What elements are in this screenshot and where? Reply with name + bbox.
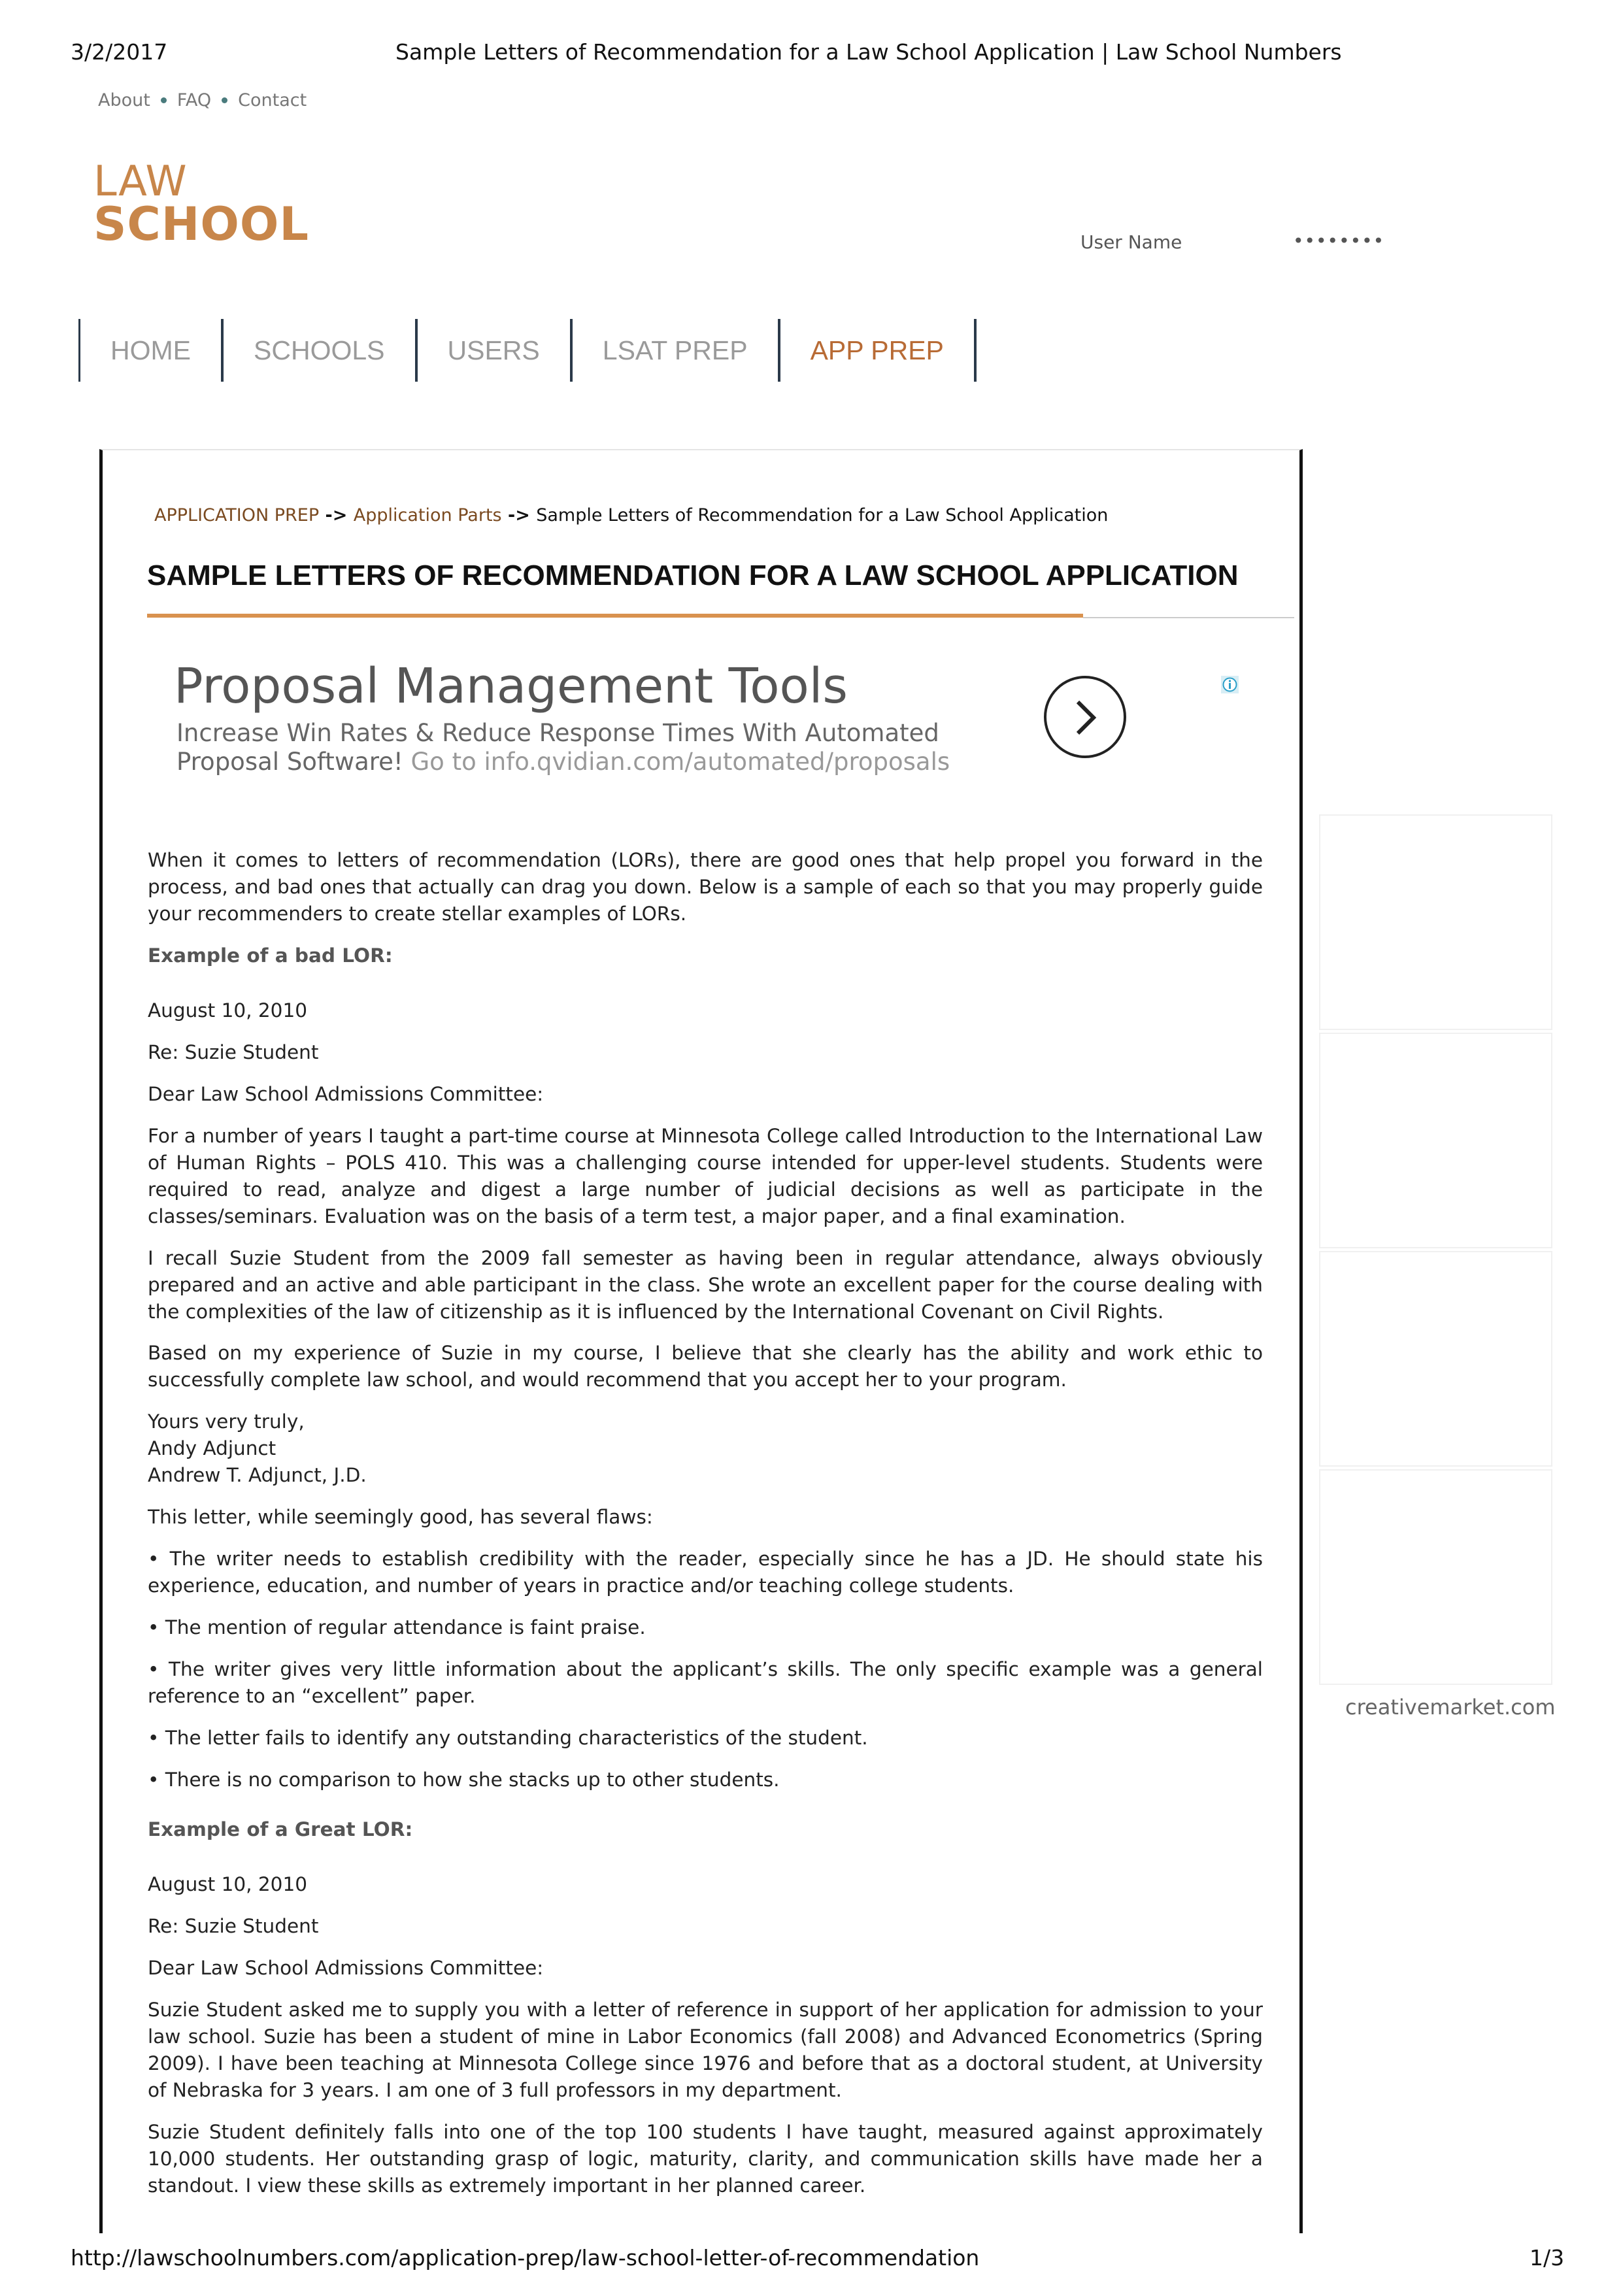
main-nav bbox=[78, 319, 977, 382]
nav-users[interactable]: USERS bbox=[415, 319, 570, 382]
intro-paragraph: When it comes to letters of recommendation (LORs), there are good ones that help propel you forward in the process, and bad ones that actually can drag you down. Below is a sample of each so that you may properly guide your recommenders to create stellar examples of LORs. bbox=[148, 849, 1263, 925]
ad-subtitle-text: Increase Win Rates & Reduce Response Times With Automated Proposal Software! bbox=[176, 719, 939, 776]
about-link[interactable]: About bbox=[98, 90, 150, 110]
username-field[interactable]: User Name bbox=[1080, 231, 1182, 253]
nav-home[interactable]: HOME bbox=[78, 319, 221, 382]
title-rule bbox=[1083, 617, 1294, 618]
flaw-item: • The mention of regular attendance is faint praise. bbox=[148, 1616, 646, 1639]
breadcrumb bbox=[154, 505, 1108, 525]
flaws-intro: This letter, while seemingly good, has several flaws: bbox=[148, 1506, 653, 1528]
bad-lor-paragraph-3: Based on my experience of Suzie in my course, I believe that she clearly has the ability and work ethic to successfully complete law school, and would recommend that you accept her to your program. bbox=[148, 1342, 1263, 1391]
logo-line-2: SCHOOL bbox=[93, 197, 309, 251]
ad-info-icon[interactable] bbox=[1221, 676, 1239, 693]
chevron-right-icon bbox=[1069, 698, 1103, 737]
flaw-item: • The writer gives very little information about the applicant’s skills. The only specific example was a general reference to an “excellent” paper. bbox=[148, 1658, 1263, 1707]
faq-link[interactable]: FAQ bbox=[176, 90, 212, 110]
separator-dot-icon bbox=[161, 97, 167, 103]
flaw-item: • There is no comparison to how she stacks up to other students. bbox=[148, 1769, 780, 1791]
nav-schools[interactable]: SCHOOLS bbox=[221, 319, 415, 382]
flaw-item: • The writer needs to establish credibility with the reader, especially since he has a JD. He should state his experience, education, and number of years in practice and/or teaching college students. bbox=[148, 1548, 1263, 1597]
title-underline bbox=[147, 614, 1083, 618]
nav-app-prep[interactable]: APP PREP bbox=[778, 319, 977, 382]
breadcrumb-separator: -> bbox=[319, 505, 354, 525]
great-lor-paragraph-2: Suzie Student definitely falls into one of the top 100 students I have taught, measured against approximately 10,000 students. Her outstanding grasp of logic, maturity, clarity, and communication skills have made her a standout. I view these skills as extremely important in her planned career. bbox=[148, 2121, 1263, 2197]
password-field[interactable]: •••••••• bbox=[1293, 230, 1385, 252]
bad-lor-heading: Example of a bad LOR: bbox=[148, 944, 393, 967]
logo-line-1: LAW bbox=[93, 158, 188, 206]
ad-title[interactable]: Proposal Management Tools bbox=[174, 658, 848, 714]
print-title: Sample Letters of Recommendation for a Law School Application | Law School Numbers bbox=[395, 39, 1342, 65]
bad-lor-signoff: Yours very truly, bbox=[148, 1410, 305, 1433]
ad-arrow-button[interactable] bbox=[1044, 676, 1126, 758]
great-lor-date: August 10, 2010 bbox=[148, 1873, 307, 1895]
flaw-item: • The letter fails to identify any outstanding characteristics of the student. bbox=[148, 1727, 868, 1749]
breadcrumb-application-parts[interactable]: Application Parts bbox=[353, 505, 502, 525]
ad-subtitle[interactable] bbox=[176, 719, 1020, 776]
great-lor-re: Re: Suzie Student bbox=[148, 1915, 319, 1937]
ad-url[interactable]: Go to info.qvidian.com/automated/proposals bbox=[410, 748, 950, 776]
breadcrumb-separator: -> bbox=[501, 505, 537, 525]
site-logo[interactable] bbox=[93, 158, 309, 251]
breadcrumb-current: Sample Letters of Recommendation for a Law School Application bbox=[536, 505, 1109, 525]
contact-link[interactable]: Contact bbox=[238, 90, 307, 110]
print-url: http://lawschoolnumbers.com/application-prep/law-school-letter-of-recommendation bbox=[71, 2245, 980, 2271]
bad-lor-paragraph-1: For a number of years I taught a part-time course at Minnesota College called Introduction to the International Law of Human Rights – POLS 410. This was a challenging course intended for upper-level students. Students were required to read, analyze and digest a large number of judicial decisions as well as participate in the classes/seminars. Evaluation was on the basis of a term test, a major paper, and a final examination. bbox=[148, 1125, 1263, 1227]
print-date: 3/2/2017 bbox=[71, 39, 168, 65]
bad-lor-re: Re: Suzie Student bbox=[148, 1041, 319, 1063]
bad-lor-signer-full: Andrew T. Adjunct, J.D. bbox=[148, 1464, 367, 1486]
separator-dot-icon bbox=[222, 97, 227, 103]
bad-lor-salutation: Dear Law School Admissions Committee: bbox=[148, 1083, 544, 1105]
page-title: SAMPLE LETTERS OF RECOMMENDATION FOR A LAW SCHOOL APPLICATION bbox=[147, 559, 1239, 591]
sidebar-ad-slot[interactable] bbox=[1319, 1469, 1552, 1685]
bad-lor-paragraph-2: I recall Suzie Student from the 2009 fall semester as having been in regular attendance, always obviously prepared and an active and able participant in the class. She wrote an excellent paper for the course dealing with the complexities of the law of citizenship as it is influenced by the International Covenant on Civil Rights. bbox=[148, 1247, 1263, 1323]
sidebar-ad-source[interactable]: creativemarket.com bbox=[1345, 1695, 1556, 1720]
great-lor-salutation: Dear Law School Admissions Committee: bbox=[148, 1957, 544, 1979]
bad-lor-date: August 10, 2010 bbox=[148, 999, 307, 1022]
breadcrumb-application-prep[interactable]: APPLICATION PREP bbox=[154, 505, 320, 525]
top-links bbox=[98, 90, 307, 110]
sidebar-ad-slot[interactable] bbox=[1319, 1251, 1552, 1467]
sidebar-ad-slot[interactable] bbox=[1319, 1033, 1552, 1248]
great-lor-heading: Example of a Great LOR: bbox=[148, 1818, 413, 1840]
sidebar-ad-slot[interactable] bbox=[1319, 814, 1552, 1030]
print-page-number: 1/3 bbox=[1530, 2245, 1565, 2271]
great-lor-paragraph-1: Suzie Student asked me to supply you with a letter of reference in support of her application for admission to your law school. Suzie has been a student of mine in Labor Economics (fall 2008) and Advanced Econometrics (Spring 2009). I have been teaching at Minnesota College since 1976 and before that as a doctoral student, at University of Nebraska for 3 years. I am one of 3 full professors in my department. bbox=[148, 1999, 1263, 2101]
nav-lsat-prep[interactable]: LSAT PREP bbox=[570, 319, 778, 382]
bad-lor-signer: Andy Adjunct bbox=[148, 1437, 276, 1459]
